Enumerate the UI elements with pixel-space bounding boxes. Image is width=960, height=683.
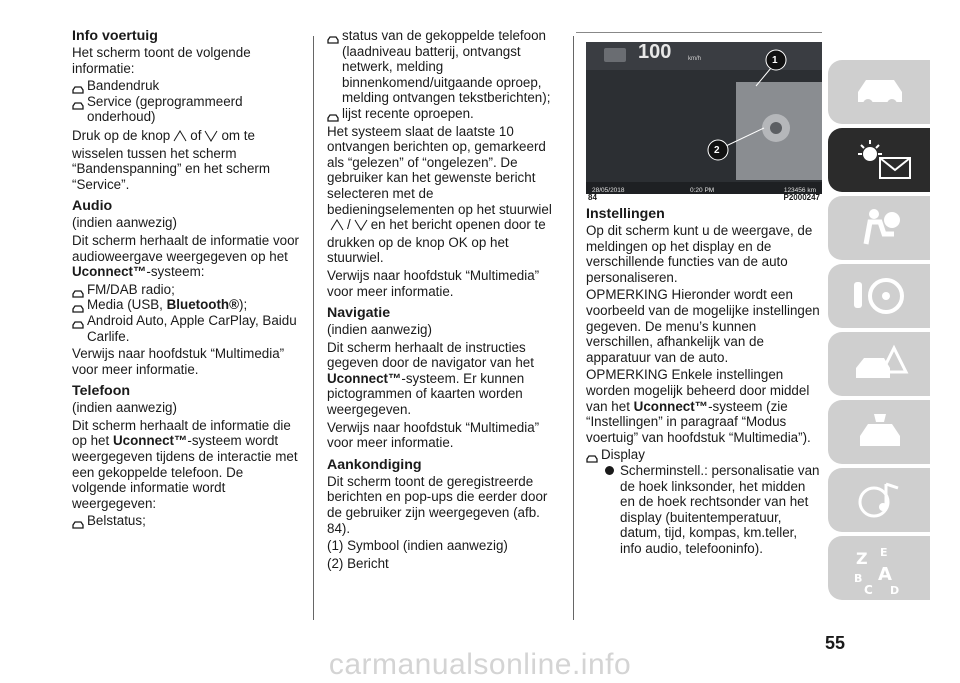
list-item: lijst recente oproepen. <box>327 106 563 122</box>
audio-text: Dit scherm herhaalt de informatie voor audioweergave weergegeven op het Uconnect™-systeem: <box>72 232 299 280</box>
note-1: OPMERKING Hieronder wordt een voorbeeld van de mogelijke instellingen gegeven. De menu’s kunnen verschillen, afhankelijk van de apparatuur van de auto. <box>586 287 820 365</box>
audio-condition: (indien aanwezig) <box>72 215 177 231</box>
arrow-down-icon <box>354 219 368 235</box>
tab-warnings-messages[interactable] <box>828 128 930 192</box>
figure-top-rule <box>576 32 822 33</box>
note-2: OPMERKING Enkele instellingen worden mogelijk beheerd door middel van het Uconnect™-systeem (zie “Instellingen” in paragraaf “Modus voertuig” van hoofdstuk “Multimedia”). <box>586 367 811 445</box>
svg-text:Z: Z <box>856 549 868 568</box>
car-bullet-icon <box>586 451 598 459</box>
list-item: Display <box>586 447 822 463</box>
tab-maintenance[interactable] <box>828 400 930 464</box>
figure-number: 84 <box>588 193 597 202</box>
figure-code: P2000247 <box>783 193 820 202</box>
car-bullet-icon <box>72 301 84 309</box>
nav-reference: Verwijs naar hoofdstuk “Multimedia” voor meer informatie. <box>327 419 540 451</box>
callout-1: 1 <box>772 55 778 66</box>
heading-info-voertuig: Info voertuig <box>72 28 158 44</box>
nav-condition: (indien aanwezig) <box>327 322 432 338</box>
callout-2: 2 <box>714 145 720 156</box>
page-number: 55 <box>825 633 846 653</box>
list-item: Android Auto, Apple CarPlay, Baidu Carlife. <box>72 313 300 344</box>
car-bullet-icon <box>72 286 84 294</box>
messages-text: Het systeem slaat de laatste 10 ontvangen berichten op, gemarkeerd als “gelezen” of “ongelezen”. De gebruiker kan het gewenste bericht selecteren met de bedieningselementen op het stuurwiel / en het bericht openen door te drukken op de knop OK op het stuurwiel. <box>327 123 552 266</box>
airbag-icon <box>850 204 910 252</box>
tel-condition: (indien aanwezig) <box>72 400 177 416</box>
car-icon <box>850 68 910 116</box>
tab-index[interactable] <box>828 536 930 600</box>
svg-text:C: C <box>864 583 873 596</box>
nav-text: Dit scherm herhaalt de instructies gegeven door de navigator van het Uconnect™-systeem. Er kunnen pictogrammen of kaarten worden weergegeven. <box>327 339 534 418</box>
figure-84 <box>586 34 822 204</box>
odometer-readout: 123456 km <box>783 187 816 194</box>
announcement-text: Dit scherm toont de geregistreerde berichten en pop-ups die eerder door de gebruiker zijn weergegeven (afb. 84). <box>327 473 548 536</box>
svg-text:D: D <box>890 584 900 596</box>
car-bullet-icon <box>72 317 84 325</box>
date-readout: 28/05/2018 <box>592 187 625 194</box>
svg-text:B: B <box>854 572 863 585</box>
column-2 <box>327 28 563 573</box>
info-intro: Het scherm toont de volgende informatie: <box>72 45 251 76</box>
wrench-car-icon <box>850 408 910 456</box>
announcement-legend-1: (1) Symbool (indien aanwezig) <box>327 538 508 554</box>
heading-instellingen: Instellingen <box>586 206 665 222</box>
speed-unit: km/h <box>688 56 702 62</box>
info-press-text: Druk op de knop of om te wisselen tussen het scherm “Bandenspanning” en het scherm “Service”. <box>72 127 271 192</box>
tab-multimedia[interactable] <box>828 468 930 532</box>
list-item: Service (geprogrammeerd onderhoud) <box>72 94 300 125</box>
index-icon <box>850 544 910 596</box>
settings-text: Op dit scherm kunt u de weergave, de meldingen op het display en de verschillende functies van de auto personaliseren. <box>586 223 813 285</box>
bullet-dot-icon <box>605 466 614 475</box>
warning-message-icon <box>850 136 920 184</box>
car-bullet-icon <box>327 32 339 40</box>
announcement-legend-2: (2) Bericht <box>327 555 389 571</box>
tab-emergency[interactable] <box>828 332 930 396</box>
tab-car[interactable] <box>828 60 930 124</box>
car-bullet-icon <box>72 98 84 106</box>
svg-text:A: A <box>878 564 892 585</box>
list-item: Belstatus; <box>72 513 300 529</box>
column-3 <box>586 28 822 556</box>
car-bullet-icon <box>327 110 339 118</box>
heading-audio: Audio <box>72 198 113 215</box>
arrow-up-icon <box>330 219 344 235</box>
column-divider <box>573 36 574 620</box>
tab-safety[interactable] <box>828 196 930 260</box>
heading-telefoon: Telefoon <box>72 383 131 400</box>
heading-navigatie: Navigatie <box>327 305 391 322</box>
instrument-display <box>586 42 822 194</box>
accident-icon <box>850 340 910 388</box>
column-divider <box>313 36 314 620</box>
time-readout: 0:20 PM <box>690 187 715 194</box>
list-item: Media (USB, Bluetooth®); <box>72 297 300 313</box>
column-1 <box>72 28 300 529</box>
audio-reference: Verwijs naar hoofdstuk “Multimedia” voor meer informatie. <box>72 346 285 377</box>
arrow-up-icon <box>173 130 187 146</box>
car-bullet-icon <box>72 517 84 525</box>
arrow-down-icon <box>204 130 218 146</box>
heading-aankondiging: Aankondiging <box>327 456 422 473</box>
list-item: status van de gekoppelde telefoon (laadniveau batterij, ontvangst netwerk, melding binnenkomend/uitgaande oproep, melding ontvangen tekstberichten); <box>327 28 563 106</box>
messages-reference: Verwijs naar hoofdstuk “Multimedia” voor meer informatie. <box>327 267 540 299</box>
speed-value: 100 <box>638 42 672 63</box>
multimedia-icon <box>850 476 910 524</box>
list-item: Bandendruk <box>72 78 300 94</box>
list-item: FM/DAB radio; <box>72 282 300 298</box>
watermark: carmanualsonline.info <box>328 648 632 681</box>
display-graphic <box>586 42 822 194</box>
tel-text: Dit scherm herhaalt de informatie die op het Uconnect™-systeem wordt weergegeven tijdens de interactie met een gekoppelde telefoon. De volgende informatie wordt weergegeven: <box>72 417 298 511</box>
tab-starting-driving[interactable] <box>828 264 930 328</box>
svg-text:E: E <box>880 546 888 559</box>
steering-wheel-icon <box>850 272 910 320</box>
sub-list-item: Scherminstell.: personalisatie van de hoek linksonder, het midden en de hoek rechtsonder van het display (buitentemperatuur, datum, tijd, kompas, km.teller, info audio, telefooninfo). <box>586 463 822 557</box>
car-bullet-icon <box>72 82 84 90</box>
